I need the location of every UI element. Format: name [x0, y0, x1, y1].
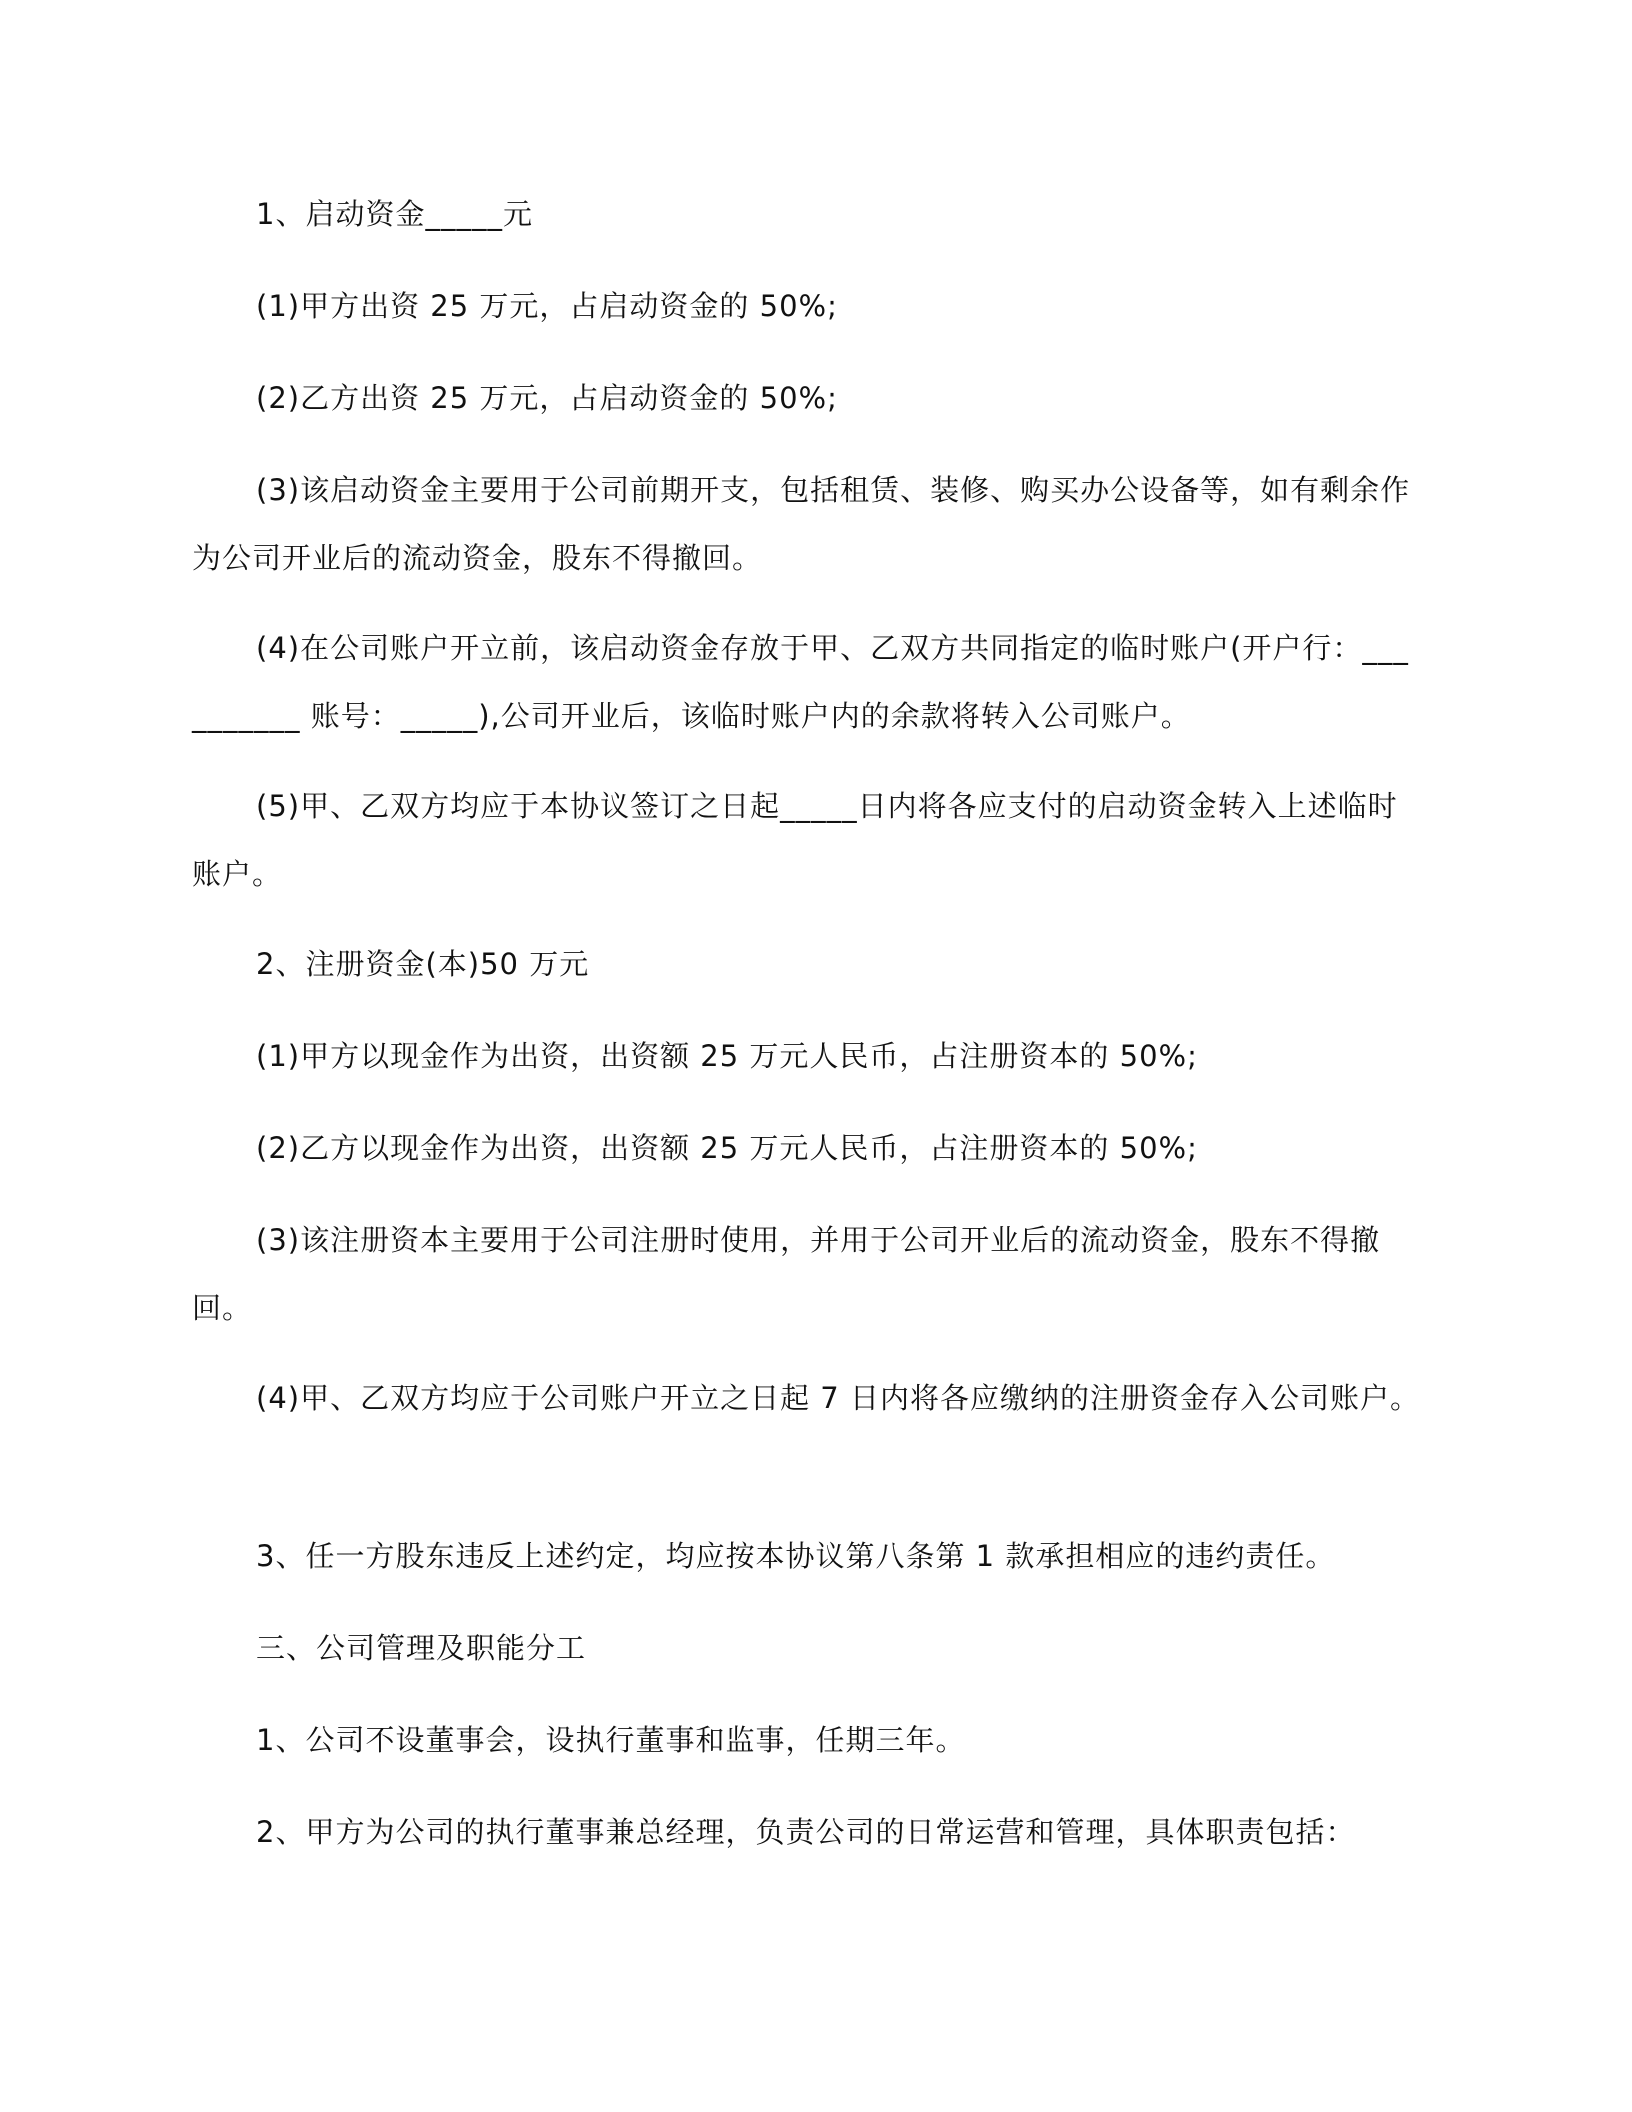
paragraph-startup-party-a: (1)甲方出资 25 万元，占启动资金的 50%;: [256, 289, 838, 323]
paragraph-no-board: 1、公司不设董事会，设执行董事和监事，任期三年。: [256, 1723, 966, 1757]
paragraph-registered-party-a: (1)甲方以现金作为出资，出资额 25 万元人民币，占注册资本的 50%;: [256, 1039, 1198, 1073]
paragraph-startup-deadline: (5)甲、乙双方均应于本协议签订之日起_____日内将各应支付的启动资金转入上述临时账户。: [192, 789, 1398, 891]
paragraph-breach-clause: 3、任一方股东违反上述约定，均应按本协议第八条第 1 款承担相应的违约责任。: [256, 1539, 1336, 1573]
paragraph-executive-director: 2、甲方为公司的执行董事兼总经理，负责公司的日常运营和管理，具体职责包括：: [256, 1815, 1356, 1849]
paragraph-startup-temp-account: (4)在公司账户开立前，该启动资金存放于甲、乙双方共同指定的临时账户(开户行：__________ 账号：_____),公司开业后，该临时账户内的余款将转入公司账户。: [192, 631, 1409, 733]
paragraph-startup-fund-heading: 1、启动资金_____元: [256, 197, 533, 231]
paragraph-registered-deposit: (4)甲、乙双方均应于公司账户开立之日起 7 日内将各应缴纳的注册资金存入公司账户。: [256, 1381, 1420, 1415]
section-heading-management: 三、公司管理及职能分工: [256, 1631, 587, 1665]
paragraph-registered-usage: (3)该注册资本主要用于公司注册时使用，并用于公司开业后的流动资金，股东不得撤回。: [192, 1223, 1381, 1325]
paragraph-registered-party-b: (2)乙方以现金作为出资，出资额 25 万元人民币，占注册资本的 50%;: [256, 1131, 1198, 1165]
paragraph-registered-capital-heading: 2、注册资金(本)50 万元: [256, 947, 590, 981]
paragraph-startup-usage: (3)该启动资金主要用于公司前期开支，包括租赁、装修、购买办公设备等，如有剩余作为公司开业后的流动资金，股东不得撤回。: [192, 473, 1411, 575]
paragraph-startup-party-b: (2)乙方出资 25 万元，占启动资金的 50%;: [256, 381, 838, 415]
